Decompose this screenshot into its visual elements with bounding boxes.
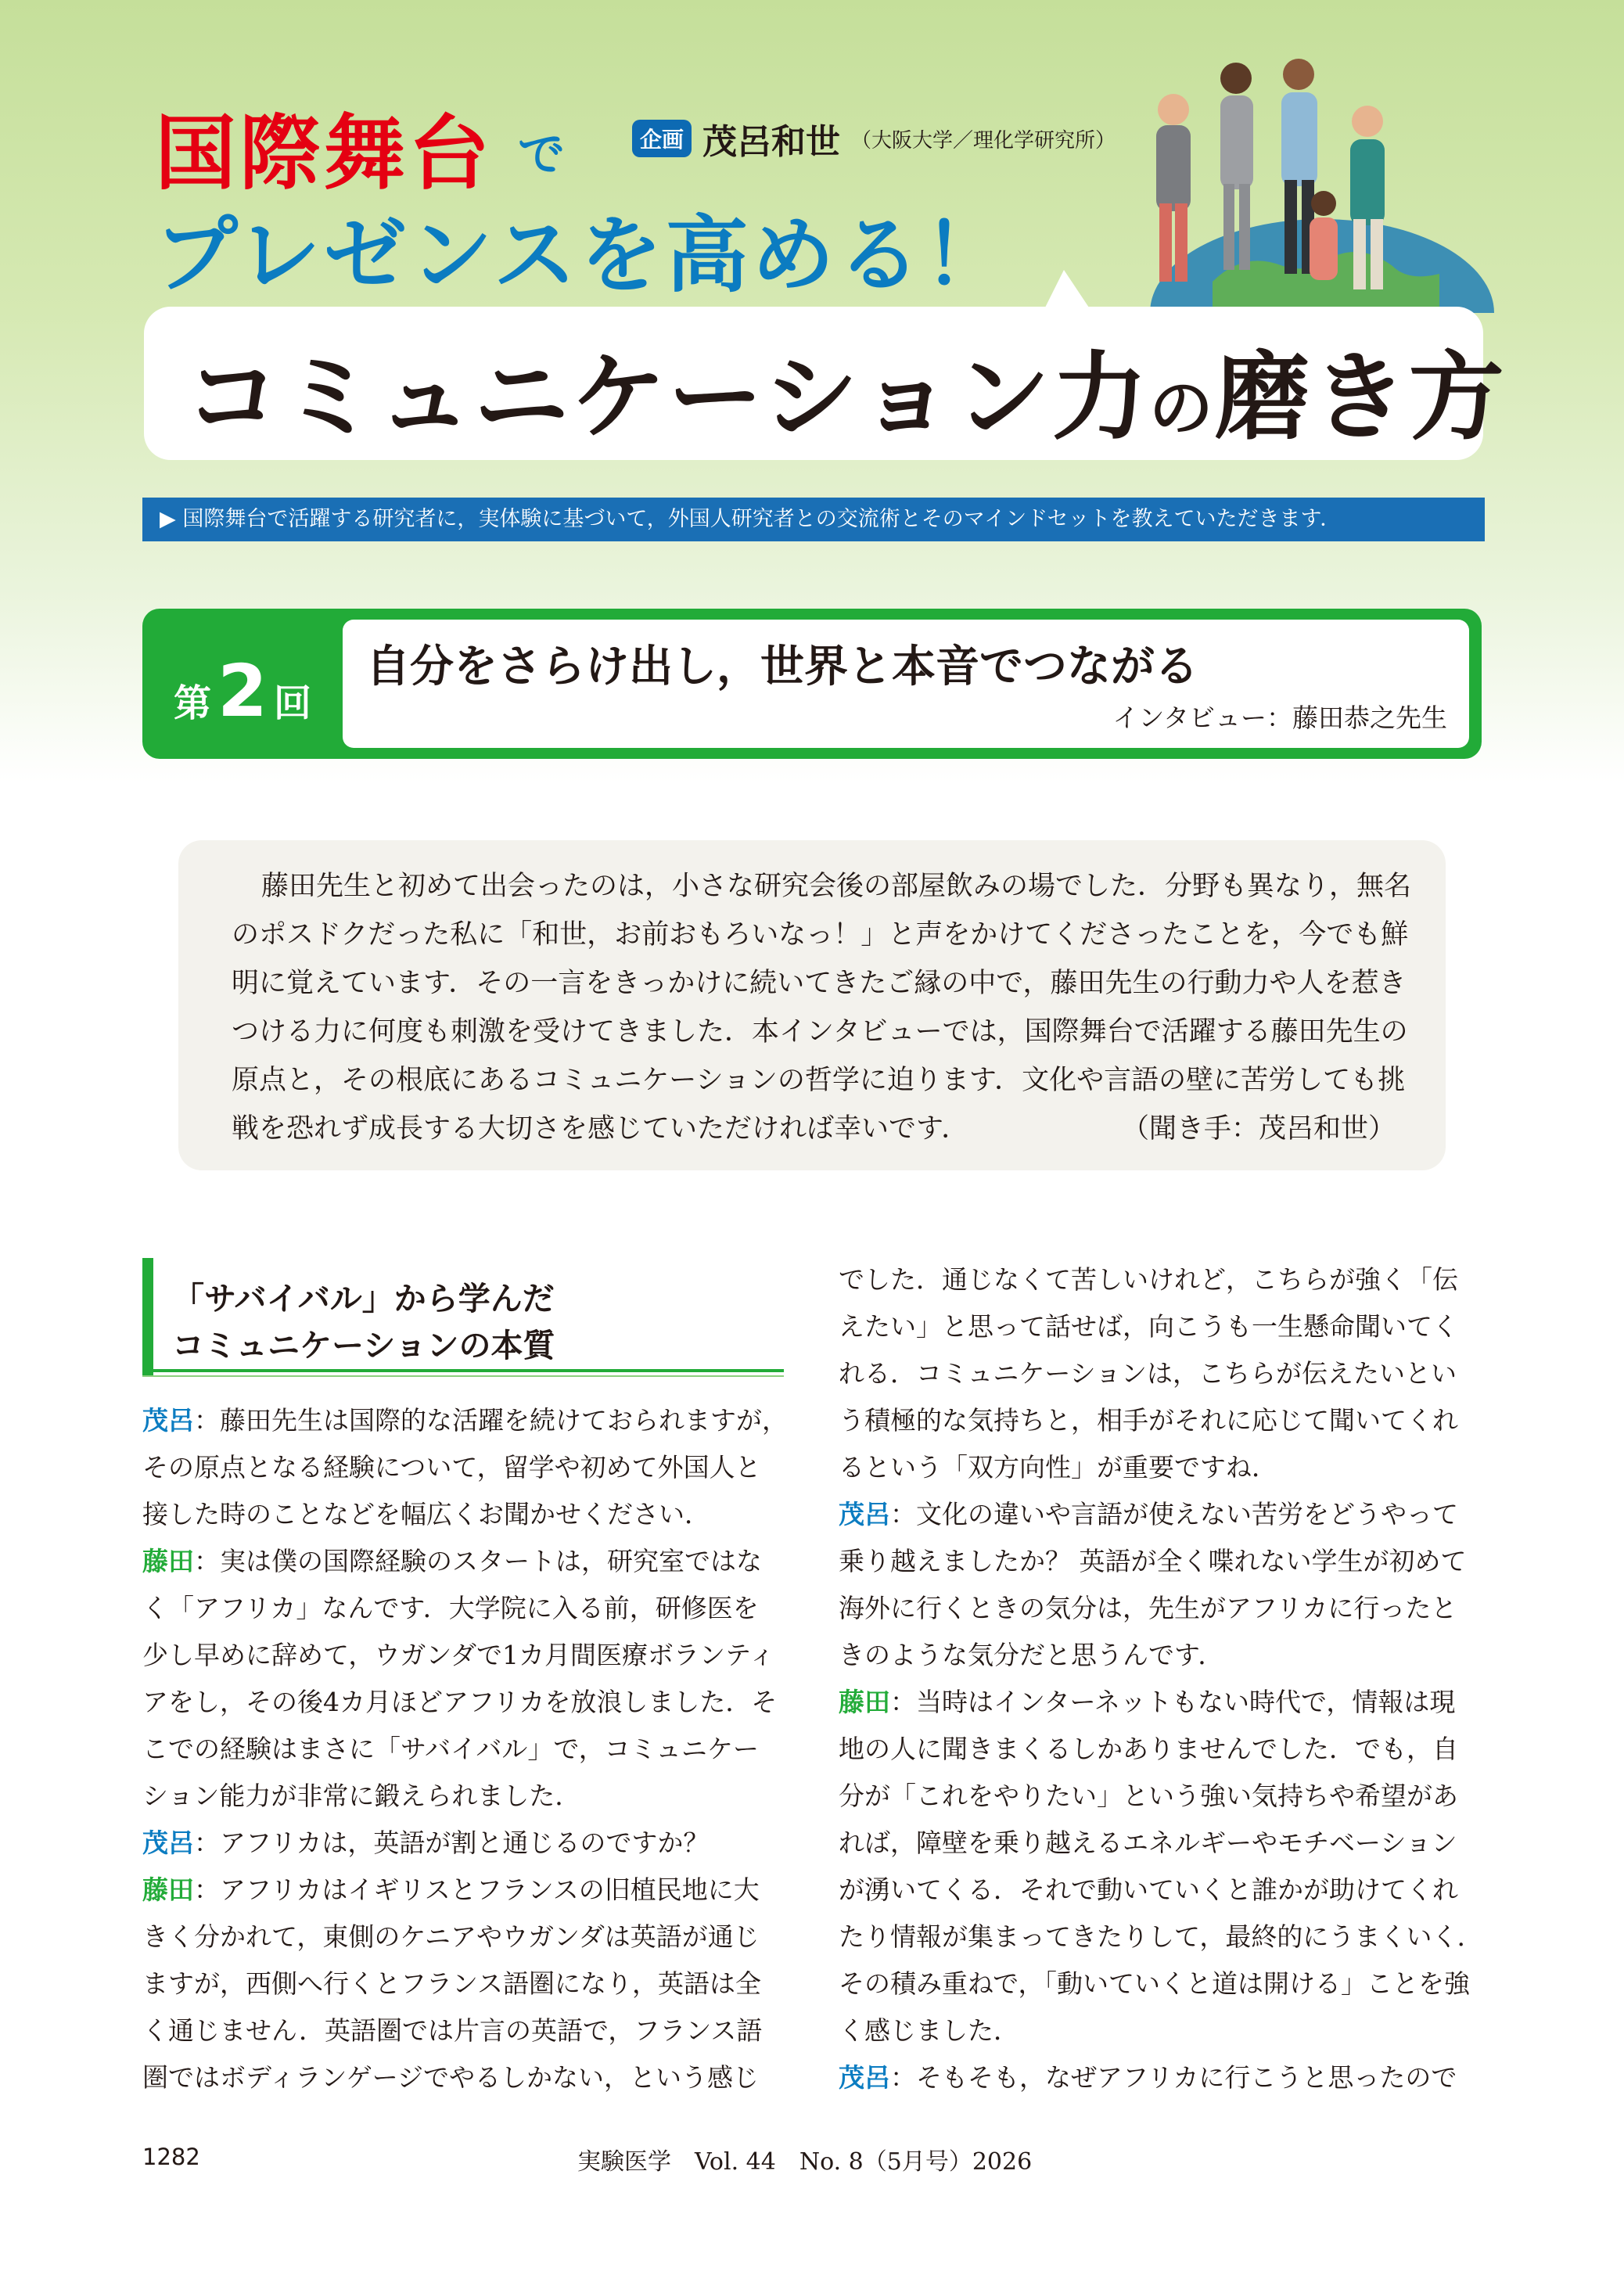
text-line: [142, 1538, 784, 1585]
planner-affiliation: （大阪大学／理化学研究所）: [851, 128, 1116, 153]
line-text: が湧いてくる．それで動いていくと誰かが助けてくれ: [839, 1874, 1458, 1905]
page-number: 1282: [142, 2144, 200, 2170]
line-text: ：藤田先生は国際的な活躍を続けておられますが，: [194, 1405, 788, 1436]
episode-prefix: 第: [174, 681, 212, 725]
text-line: [839, 1632, 1480, 1679]
text-line: [142, 1773, 784, 1820]
line-text: く感じました．: [839, 2015, 1019, 2046]
intro-credit: （聞き手：茂呂和世）: [1121, 1113, 1396, 1145]
speaker-name: 茂呂: [142, 1828, 194, 1858]
section-heading-rule: [142, 1369, 784, 1372]
line-text: 少し早めに辞めて，ウガンダで1カ月間医療ボランティ: [142, 1640, 775, 1670]
episode-suffix: 回: [274, 681, 312, 725]
text-line: [142, 1961, 784, 2007]
episode-interviewee: インタビュー：藤田恭之先生: [1112, 703, 1447, 733]
section-heading-text: [172, 1275, 555, 1369]
line-text: ：当時はインターネットもない時代で，情報は現: [890, 1687, 1456, 1717]
section-heading-rule-thin: [142, 1375, 784, 1377]
text-line: [839, 1961, 1480, 2007]
line-text: ますが，西側へ行くとフランス語圏になり，英語は全: [142, 1968, 762, 1999]
intro-line: 明に覚えています．その一言をきっかけに続いてきたご縁の中で，藤田先生の行動力や人を惹き: [232, 968, 1407, 999]
text-line: [839, 1303, 1480, 1350]
text-line: [142, 1820, 784, 1867]
title-particle: で: [518, 128, 565, 182]
line-text: う積極的な気持ちと，相手がそれに応じて聞いてくれ: [839, 1405, 1458, 1436]
speaker-name: 藤田: [142, 1546, 194, 1576]
text-line: [142, 1397, 788, 1444]
text-line: [839, 1491, 1480, 1538]
planner-name: 茂呂和世: [702, 122, 841, 162]
text-line: [839, 1397, 1480, 1444]
episode-title: 自分をさらけ出し，世界と本音でつながる: [366, 642, 1198, 692]
series-title-end: 磨き方: [1214, 342, 1506, 453]
text-line: [839, 1773, 1480, 1820]
line-text: アをし，その後4カ月ほどアフリカを放浪しました．そ: [142, 1687, 778, 1717]
line-text: ：実は僕の国際経験のスタートは，研究室ではな: [194, 1546, 762, 1576]
journal-info: 実験医学 Vol. 44 No. 8（5月号）2026: [577, 2148, 1033, 2176]
intro-text: [232, 862, 1412, 1153]
intro-line: 藤田先生と初めて出会ったのは，小さな研究会後の部屋飲みの場でした．分野も異なり，無名: [261, 871, 1412, 902]
episode-label: [174, 649, 311, 733]
series-title: [185, 321, 1506, 458]
text-line: [839, 1867, 1480, 1914]
line-text: ：文化の違いや言語が使えない苦労をどうやって: [890, 1499, 1458, 1529]
intro-line: のポスドクだった私に「和世，お前おもろいなっ！」と声をかけてくださったことを，今でも鮮: [232, 919, 1409, 951]
people-on-globe-illustration: [1119, 47, 1502, 313]
speaker-name: 藤田: [142, 1874, 194, 1905]
line-text: ション能力が非常に鍛えられました．: [142, 1781, 581, 1811]
line-text: きのような気分だと思うんです．: [839, 1640, 1224, 1670]
text-line: [839, 1585, 1480, 1632]
line-text: その積み重ねで，「動いていくと道は開ける」ことを強: [839, 1968, 1471, 1999]
speaker-name: 茂呂: [839, 2062, 890, 2093]
line-text: こでの経験はまさに「サバイバル」で，コミュニケー: [142, 1734, 760, 1764]
series-title-main: コミュニケーション力: [185, 342, 1149, 453]
title-main-red: 国際舞台: [155, 106, 494, 201]
intro-line: 戦を恐れず成長する大切さを感じていただければ幸いです．: [232, 1113, 969, 1145]
text-line: [142, 1679, 784, 1726]
text-line: [839, 2007, 1480, 2054]
line-text: れば，障壁を乗り越えるエネルギーやモチベーション: [839, 1828, 1457, 1858]
body-column-right: [839, 1256, 1483, 2101]
text-line: [839, 1444, 1480, 1491]
line-text: く通じません．英語圏では片言の英語で，フランス語: [142, 2015, 763, 2046]
line-text: 海外に行くときの気分は，先生がアフリカに行ったと: [839, 1593, 1457, 1623]
line-text: きく分かれて，東側のケニアやウガンダは英語が通じ: [142, 1921, 760, 1952]
planner-info: [632, 113, 1116, 164]
text-line: [839, 1350, 1480, 1397]
text-line: [839, 1914, 1483, 1961]
text-line: [839, 1256, 1480, 1303]
line-text: く「アフリカ」なんです．大学院に入る前，研修医を: [142, 1593, 759, 1623]
episode-number: 2: [217, 649, 268, 733]
section-heading: [142, 1258, 784, 1377]
text-line: [142, 2054, 784, 2101]
speaker-name: 茂呂: [142, 1405, 194, 1436]
text-line: [142, 1632, 784, 1679]
text-line: [142, 1444, 784, 1491]
line-text: ：アフリカは，英語が割と通じるのですか？: [194, 1828, 710, 1858]
line-text: 地の人に聞きまくるしかありませんでした．でも，自: [839, 1734, 1458, 1764]
series-title-particle: の: [1148, 372, 1215, 446]
intro-last-line: [232, 1105, 1396, 1153]
text-line: [839, 1726, 1480, 1773]
text-line: [142, 1867, 784, 1914]
title-main-blue: プレゼンスを高める！: [155, 207, 1010, 304]
line-text: れる．コミュニケーションは，こちらが伝えたいとい: [839, 1358, 1457, 1389]
line-text: 接した時のことなどを幅広くお聞かせください．: [142, 1499, 710, 1529]
text-line: [142, 1914, 784, 1961]
line-text: でした．通じなくて苦しいけれど，こちらが強く「伝: [839, 1264, 1458, 1295]
line-text: その原点となる経験について，留学や初めて外国人と: [142, 1452, 761, 1483]
intro-box: [178, 840, 1446, 1170]
series-description: ▶ 国際舞台で活躍する研究者に，実体験に基づいて，外国人研究者との交流術とそのマインドセットを教えていただきます．: [142, 498, 1485, 541]
text-line: [839, 1538, 1480, 1585]
section-heading-bar: [142, 1258, 153, 1377]
section-heading-line: コミュニケーションの本質: [172, 1327, 555, 1364]
line-text: 分が「これをやりたい」という強い気持ちや希望があ: [839, 1781, 1458, 1811]
text-line: [839, 1679, 1480, 1726]
text-line: [142, 1491, 784, 1538]
line-text: ：そもそも，なぜアフリカに行こうと思ったので: [890, 2062, 1457, 2093]
intro-line: つける力に何度も刺激を受けてきました．本インタビューでは，国際舞台で活躍する藤田先生の: [232, 1016, 1408, 1048]
planning-badge: 企画: [632, 120, 692, 157]
speaker-name: 茂呂: [839, 1499, 890, 1529]
intro-line: 原点と，その根底にあるコミュニケーションの哲学に迫ります．文化や言語の壁に苦労しても挑: [232, 1065, 1406, 1096]
body-column-left: [142, 1397, 788, 2101]
line-text: えたい」と思って話せば，向こうも一生懸命聞いてく: [839, 1311, 1458, 1342]
text-line: [839, 2054, 1480, 2101]
text-line: [142, 1585, 784, 1632]
text-line: [142, 1726, 784, 1773]
line-text: 圏ではボディランゲージでやるしかない，という感じ: [142, 2062, 760, 2093]
text-line: [839, 1820, 1480, 1867]
speaker-name: 藤田: [839, 1687, 890, 1717]
text-line: [142, 2007, 784, 2054]
line-text: 乗り越えましたか？ 英語が全く喋れない学生が初めて: [839, 1546, 1467, 1576]
line-text: るという「双方向性」が重要ですね．: [839, 1452, 1277, 1483]
section-heading-line: 「サバイバル」から学んだ: [172, 1280, 555, 1317]
line-text: ：アフリカはイギリスとフランスの旧植民地に大: [194, 1874, 760, 1905]
line-text: たり情報が集まってきたりして，最終的にうまくいく．: [839, 1921, 1483, 1952]
